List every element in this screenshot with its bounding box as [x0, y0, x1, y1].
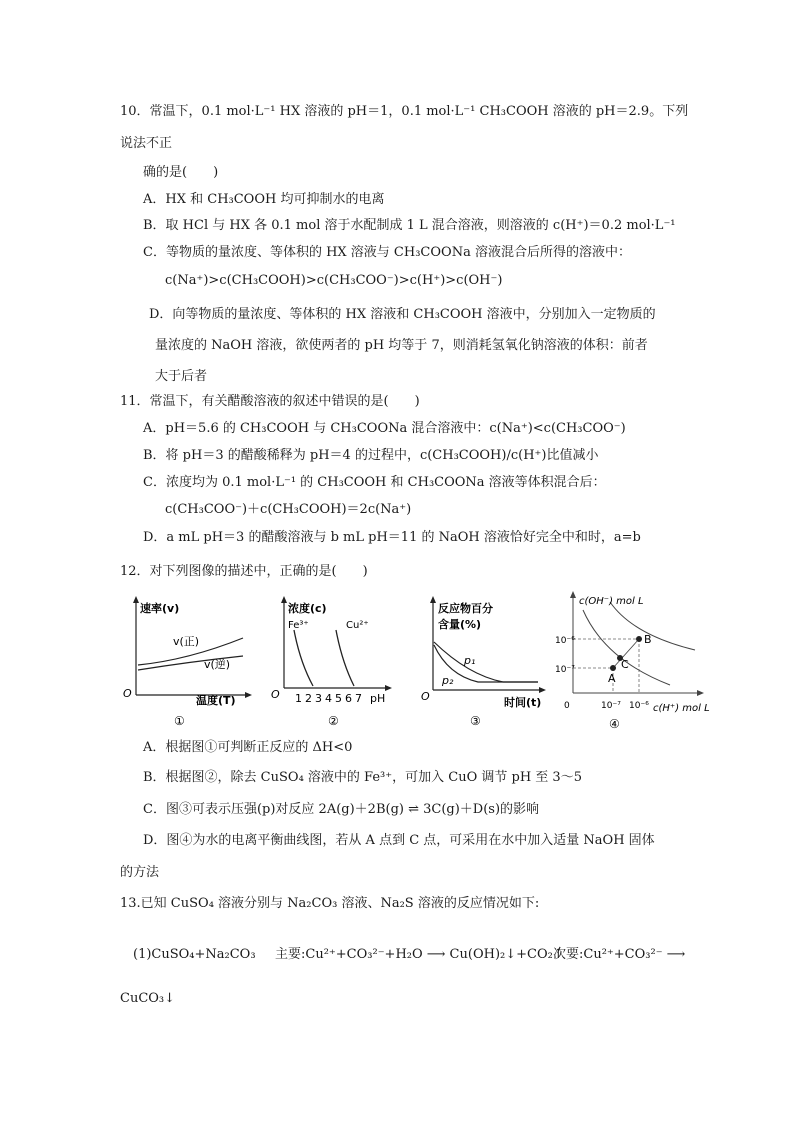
q10-option-a: A．HX 和 CH₃COOH 均可抑制水的电离 [143, 192, 385, 207]
q12-option-d-line2: 的方法 [120, 865, 160, 880]
fig3-ylabel-line1: 反应物百分 [438, 602, 493, 615]
q10-option-b: B．取 HCl 与 HX 各 0.1 mol 溶于水配制成 1 L 混合溶液，则溶液的 c(H⁺)＝0.2 mol·L⁻¹ [143, 218, 676, 233]
q12-option-c: C．图③可表示压强(p)对反应 2A(g)＋2B(g) ⇌ 3C(g)＋D(s)的影响 [143, 802, 540, 817]
point-b [636, 636, 642, 642]
fig1-xlabel: 温度(T) [196, 694, 236, 707]
fig4-x-tick-2: 10⁻⁶ [629, 701, 649, 711]
isotherm-curve-high [610, 602, 695, 650]
q13-equation-label: (1)CuSO₄+Na₂CO₃ [133, 947, 256, 962]
fig2-origin: O [271, 688, 280, 701]
fig3-curve2-label: p₂ [442, 674, 454, 687]
fig1-ylabel: 速率(v) [140, 602, 180, 615]
q11-option-b: B．将 pH＝3 的醋酸稀释为 pH＝4 的过程中，c(CH₃COOH)/c(H⁺)比值减小 [143, 448, 599, 463]
fig4-x-tick-1: 10⁻⁷ [601, 701, 621, 711]
q10-option-d-line3: 大于后者 [155, 369, 208, 384]
fig2-tick: 6 [345, 692, 352, 705]
fig4-y-tick-1: 10⁻⁶ [555, 636, 575, 646]
fig4-caption: ④ [609, 717, 620, 731]
fig3-caption: ③ [470, 714, 481, 728]
fig2-tick: 5 [335, 692, 342, 705]
fig4-ylabel: c(OH⁻) mol L [579, 596, 644, 607]
q11-option-a: A．pH＝5.6 的 CH₃COOH 与 CH₃COONa 混合溶液中：c(Na⁺)<c(CH₃COO⁻) [143, 421, 626, 436]
q10-option-d-line2: 量浓度的 NaOH 溶液，欲使两者的 pH 均等于 7，则消耗氢氧化钠溶液的体积：前者 [155, 338, 648, 353]
q12-option-b: B．根据图②，除去 CuSO₄ 溶液中的 Fe³⁺，可加入 CuO 调节 pH 至 3～5 [143, 770, 582, 785]
fig1-curve1-label: v(正) [173, 635, 200, 648]
q12-stem: 12．对下列图像的描述中，正确的是( ) [120, 564, 368, 579]
point-a [610, 665, 616, 671]
fig2-curve2-label: Cu²⁺ [346, 620, 369, 631]
fig2-tick: 7 [355, 692, 362, 705]
fig2-tick: 4 [325, 692, 332, 705]
fig2-tick: 2 [305, 692, 312, 705]
q10-stem-line2: 说法不正 [120, 136, 173, 151]
fig1-curve2-label: v(逆) [204, 658, 231, 671]
fig4-label-b: B [644, 633, 652, 646]
q12-option-d: D．图④为水的电离平衡曲线图，若从 A 点到 C 点，可采用在水中加入适量 NaOH 固体 [143, 833, 655, 848]
q12-option-a: A．根据图①可判断正反应的 ΔH<0 [143, 740, 353, 755]
q10-option-c-formula: c(Na⁺)>c(CH₃COOH)>c(CH₃COO⁻)>c(H⁺)>c(OH⁻) [165, 273, 503, 288]
q10-stem-line1: 10．常温下，0.1 mol·L⁻¹ HX 溶液的 pH＝1，0.1 mol·L⁻¹ CH₃COOH 溶液的 pH＝2.9。下列 [120, 104, 689, 119]
fe3-curve [294, 630, 313, 686]
fig2-ylabel: 浓度(c) [288, 602, 327, 615]
fig4-label-c: C [621, 658, 629, 671]
q13-minor-reaction: 次要:Cu²⁺+CO₃²⁻ ⟶ [553, 947, 686, 962]
fig2-xlabel: pH [370, 692, 386, 705]
q10-option-d: D．向等物质的量浓度、等体积的 HX 溶液和 CH₃COOH 溶液中，分别加入一定物质的 [149, 307, 656, 322]
fig4-x-origin: 0 [564, 701, 570, 711]
fig2-tick: 3 [315, 692, 322, 705]
fig4-label-a: A [608, 672, 616, 685]
fig2-caption: ② [328, 714, 339, 728]
q13-minor-reaction-product: CuCO₃↓ [120, 991, 176, 1006]
figure-3-content-vs-time [418, 590, 548, 740]
cu2-curve [336, 630, 354, 686]
fig1-caption: ① [174, 714, 185, 728]
figure-1-rate-vs-temperature [118, 590, 258, 740]
fig2-curve1-label: Fe³⁺ [288, 620, 309, 631]
figure-2-concentration-vs-ph [268, 590, 398, 740]
q11-option-d: D．a mL pH＝3 的醋酸溶液与 b mL pH＝11 的 NaOH 溶液恰好完全中和时，a=b [143, 530, 641, 545]
fig1-origin: O [123, 687, 132, 700]
q11-option-c-formula: c(CH₃COO⁻)＋c(CH₃COOH)＝2c(Na⁺) [165, 502, 412, 517]
fig2-tick: 1 [295, 692, 302, 705]
q10-option-c: C．等物质的量浓度、等体积的 HX 溶液与 CH₃COONa 溶液混合后所得的溶液中： [143, 245, 631, 260]
figure-4-water-ionization-curve [555, 590, 720, 740]
q13-stem: 13.已知 CuSO₄ 溶液分别与 Na₂CO₃ 溶液、Na₂S 溶液的反应情况如下: [120, 896, 540, 911]
fig3-ylabel-line2: 含量(%) [438, 618, 482, 631]
q10-stem-line3: 确的是( ) [143, 165, 219, 180]
fig3-origin: O [421, 690, 430, 703]
q13-main-reaction: 主要:Cu²⁺+CO₃²⁻+H₂O ⟶ Cu(OH)₂↓+CO₂↑ [275, 947, 564, 962]
q11-stem: 11．常温下，有关醋酸溶液的叙述中错误的是( ) [120, 394, 420, 409]
isotherm-curve-low [583, 610, 670, 685]
fig4-xlabel: c(H⁺) mol L [653, 703, 710, 714]
fig4-y-tick-2: 10⁻⁷ [555, 665, 575, 675]
fig3-xlabel: 时间(t) [504, 696, 542, 709]
q11-option-c: C．浓度均为 0.1 mol·L⁻¹ 的 CH₃COOH 和 CH₃COONa 溶液等体积混合后： [143, 475, 606, 490]
fig3-curve1-label: p₁ [464, 654, 476, 667]
